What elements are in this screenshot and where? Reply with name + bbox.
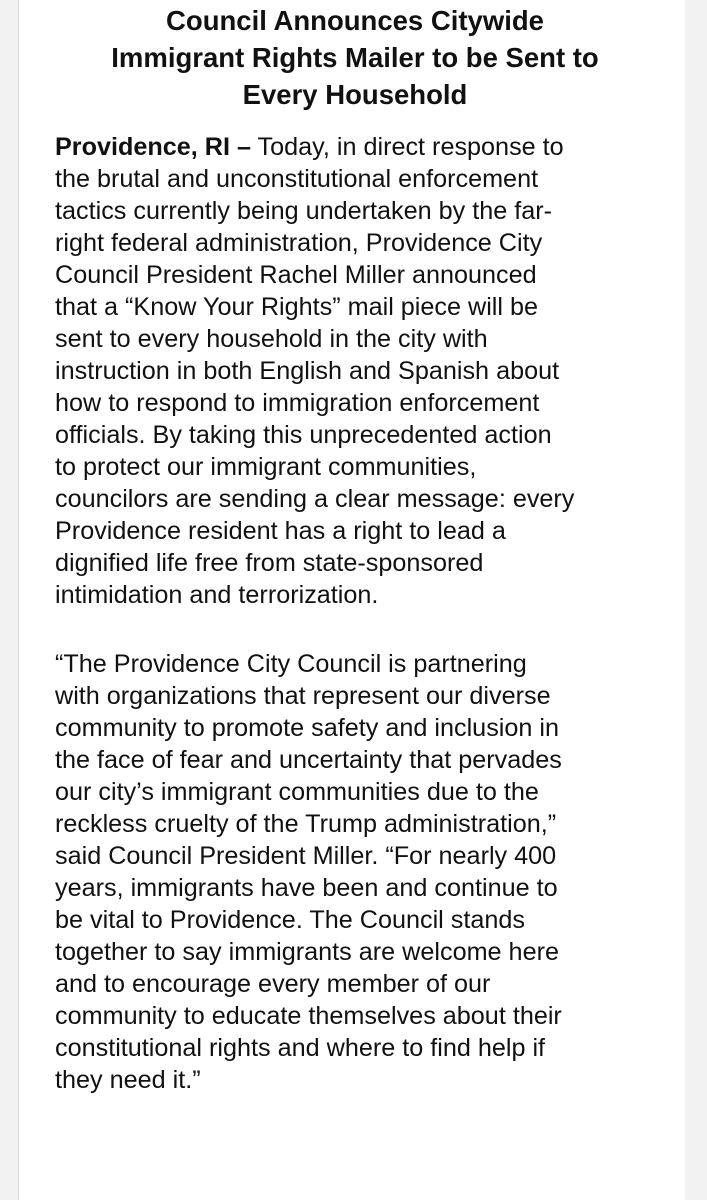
paragraph-line: dignified life free from state-sponsored (55, 549, 484, 577)
paragraph-line: community to educate themselves about their (55, 1002, 562, 1030)
paragraph-line: sent to every household in the city with (55, 325, 488, 353)
document-page[interactable] (18, 0, 686, 1200)
paragraph-line-text: Today, in direct response to (250, 133, 564, 161)
paragraph-line: the brutal and unconstitutional enforcement (55, 165, 539, 193)
paragraph-line: instruction in both English and Spanish about (55, 357, 560, 385)
paragraph-line: years, immigrants have been and continue to (55, 874, 558, 902)
paragraph-line: and to encourage every member of our (55, 970, 491, 998)
paragraph-line (55, 131, 655, 163)
paragraph-line: together to say immigrants are welcome here (55, 938, 559, 966)
paragraph-line: right federal administration, Providence City (55, 229, 543, 257)
paragraph-line: the face of fear and uncertainty that pervades (55, 746, 562, 774)
scrollbar-track[interactable] (685, 0, 707, 1200)
press-release (55, 2, 655, 1133)
paragraph-line: be vital to Providence. The Council stands (55, 906, 525, 934)
paragraph-line: with organizations that represent our diverse (55, 682, 551, 710)
page-title (55, 2, 655, 113)
paragraph-line: officials. By taking this unprecedented action (55, 421, 552, 449)
paragraph-line: said Council President Miller. “For nearly 400 (55, 842, 557, 870)
body-paragraph-2 (55, 648, 655, 1096)
paragraph-line: our city’s immigrant communities due to the (55, 778, 539, 806)
dateline: Providence, RI – (55, 133, 251, 161)
paragraph-line: councilors are sending a clear message: every (55, 485, 575, 513)
body-paragraph-1 (55, 131, 655, 611)
paragraph-line: that a “Know Your Rights” mail piece will be (55, 293, 539, 321)
paragraph-line: reckless cruelty of the Trump administration,” (55, 810, 557, 838)
paragraph-line: community to promote safety and inclusion in (55, 714, 559, 742)
paragraph-line: Council President Rachel Miller announced (55, 261, 537, 289)
paragraph-line: Providence resident has a right to lead a (55, 517, 506, 545)
paragraph-line: “The Providence City Council is partnering (55, 650, 527, 678)
paragraph-line: intimidation and terrorization. (55, 581, 379, 609)
title-line: Immigrant Rights Mailer to be Sent to (111, 42, 599, 73)
paragraph-line: they need it.” (55, 1066, 201, 1094)
paragraph-line: tactics currently being undertaken by the far- (55, 197, 553, 225)
title-line: Council Announces Citywide (166, 5, 544, 36)
paragraph-line: how to respond to immigration enforcement (55, 389, 540, 417)
paragraph-line: constitutional rights and where to find help if (55, 1034, 546, 1062)
title-line: Every Household (242, 79, 468, 110)
paragraph-line: to protect our immigrant communities, (55, 453, 477, 481)
